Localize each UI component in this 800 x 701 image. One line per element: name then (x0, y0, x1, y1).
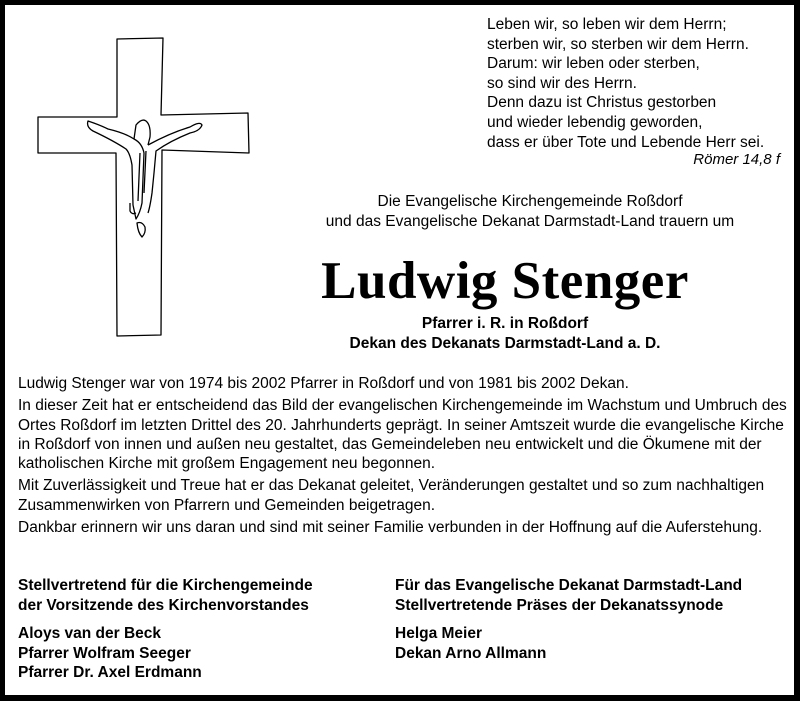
signatory-name: Pfarrer Dr. Axel Erdmann (18, 664, 202, 681)
verse-line: Leben wir, so leben wir dem Herrn; (487, 16, 727, 33)
mourners-intro (305, 192, 755, 232)
signatory-name: Helga Meier (395, 625, 483, 642)
signature-heading: der Vorsitzende des Kirchenvorstandes (18, 596, 309, 614)
verse-line: so sind wir des Herrn. (487, 74, 637, 92)
verse-reference: Römer 14,8 f (693, 151, 780, 168)
title-line: Dekan des Dekanats Darmstadt-Land a. D. (349, 334, 661, 352)
verse-line: und wieder lebendig geworden, (487, 113, 703, 131)
signatory-name: Pfarrer Wolfram Seeger (18, 644, 191, 662)
deceased-titles (265, 314, 745, 353)
signatory-name: Aloys van der Beck (18, 625, 162, 642)
deceased-name: Ludwig Stenger (321, 252, 689, 310)
title-line: Pfarrer i. R. in Roßdorf (421, 315, 589, 332)
signature-block-right (395, 576, 742, 663)
body-paragraph: In dieser Zeit hat er entscheidend das Bild der evangelischen Kirchengemeinde im Wachstum und Umbruch des Ortes Roßdorf im letzten Drittel des 20. Jahrhunderts geprägt. In seiner Amtszeit wurde die evangelische Kirche in Roßdorf von innen und außen neu gestaltet, das Gemeindeleben neu entwickelt und die Ökumene mit der katholischen Kirche mit großem Engagement neu begonnen. (18, 397, 787, 473)
signature-block-left (18, 576, 313, 683)
bible-verse (487, 15, 764, 152)
body-paragraph: Mit Zuverlässigkeit und Treue hat er das Dekanat geleitet, Veränderungen gestaltet und so zum nachhaltigen Zusammenwirken von Pfarrern und Gemeinden beigetragen. (18, 477, 765, 514)
intro-line: und das Evangelische Dekanat Darmstadt-Land trauern um (325, 213, 735, 230)
verse-line: Darum: wir leben oder sterben, (487, 55, 700, 73)
obituary-notice (5, 5, 794, 695)
verse-line: Denn dazu ist Christus gestorben (487, 94, 717, 112)
verse-line: sterben wir, so sterben wir dem Herrn. (487, 35, 749, 53)
signature-heading: Stellvertretende Präses der Dekanatssynode (395, 596, 724, 614)
signature-heading: Stellvertretend für die Kirchengemeinde (18, 577, 313, 594)
body-paragraph: Dankbar erinnern wir uns daran und sind mit seiner Familie verbunden in der Hoffnung auf die Auferstehung. (18, 519, 763, 537)
crucifix-icon (30, 33, 260, 345)
signature-heading: Für das Evangelische Dekanat Darmstadt-Land (395, 577, 743, 594)
intro-line: Die Evangelische Kirchengemeinde Roßdorf (377, 193, 683, 210)
verse-line: dass er über Tote und Lebende Herr sei. (487, 133, 765, 151)
body-paragraph: Ludwig Stenger war von 1974 bis 2002 Pfarrer in Roßdorf und von 1981 bis 2002 Dekan. (18, 375, 629, 392)
signatory-name: Dekan Arno Allmann (395, 644, 547, 662)
obituary-body (18, 374, 788, 540)
